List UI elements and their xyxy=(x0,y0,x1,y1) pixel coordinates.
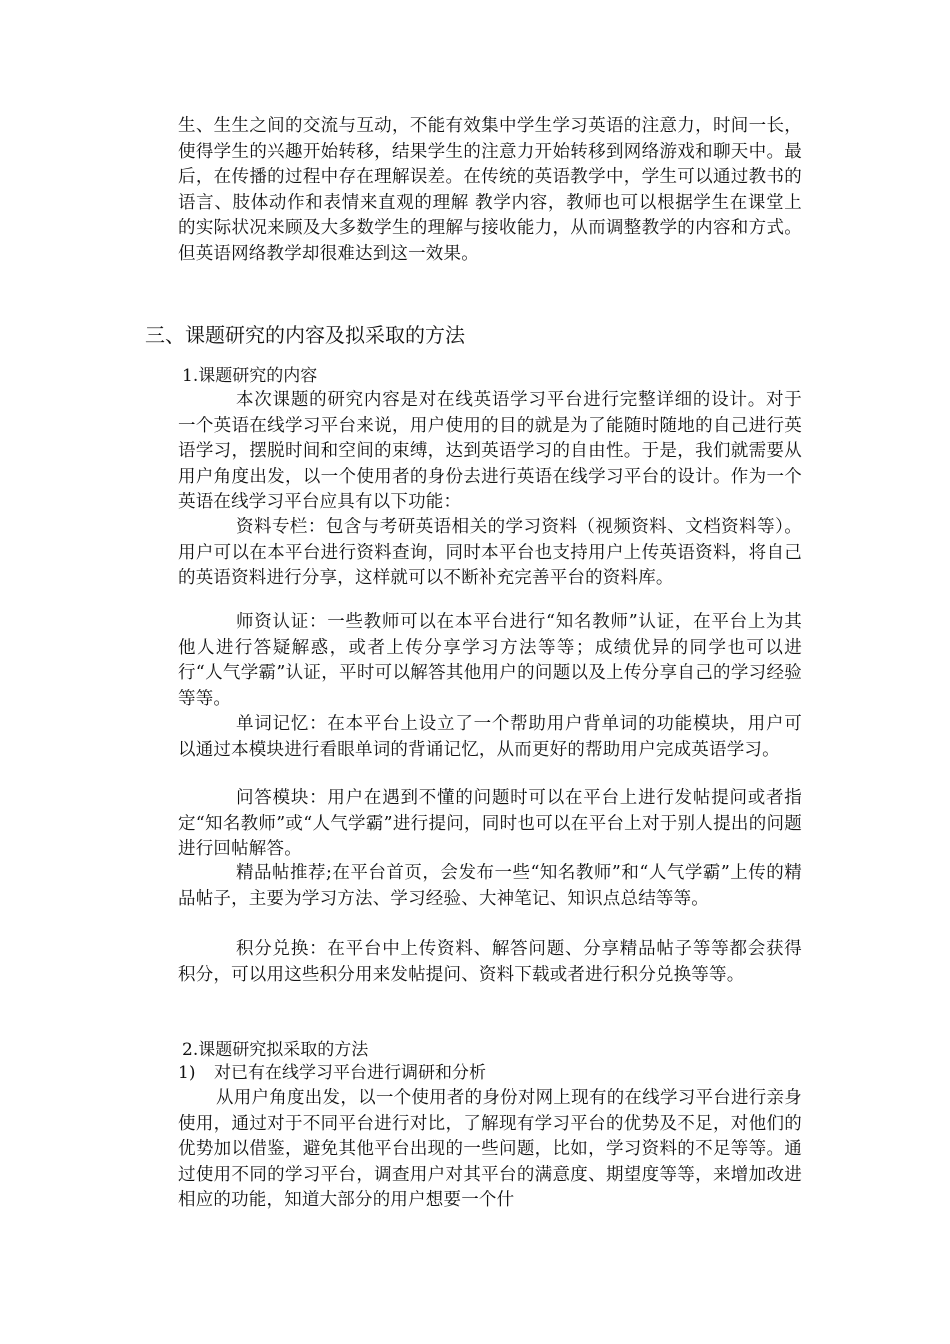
feature-paragraph-points: 积分兑换：在平台中上传资料、解答问题、分享精品帖子等等都会获得积分，可以用这些积分用来发帖提问、资料下载或者进行积分兑换等等。 xyxy=(178,939,802,985)
subsection-title-methods: 2.课题研究拟采取的方法 xyxy=(182,1040,369,1060)
method-paragraph: 从用户角度出发，以一个使用者的身份对网上现有的在线学习平台进行亲身使用，通过对于不同平台进行对比，了解现有学习平台的优势及不足，对他们的优势加以借鉴，避免其他平台出现的一些问题，比如，学习资料的不足等等。通过使用不同的学习平台，调查用户对其平台的满意度、期望度等等，来增加改进相应的功能，知道大部分的用户想要一个什 xyxy=(178,1088,802,1211)
feature-paragraph-qa: 问答模块：用户在遇到不懂的问题时可以在平台上进行发帖提问或者指定“知名教师”或“人气学霸”进行提问，同时也可以在平台上对于别人提出的问题进行回帖解答。 xyxy=(178,788,802,860)
feature-paragraph-teacher-certification: 师资认证：一些教师可以在本平台进行“知名教师”认证，在平台上为其他人进行答疑解惑，或者上传分享学习方法等等；成绩优异的同学也可以进行“人气学霸”认证，平时可以解答其他用户的问题以及上传分享自己的学习经验等等。 xyxy=(178,612,802,709)
section-heading: 三、课题研究的内容及拟采取的方法 xyxy=(145,323,465,347)
method-item-number: 1) xyxy=(178,1063,196,1083)
content-paragraph-intro: 本次课题的研究内容是对在线英语学习平台进行完整详细的设计。对于一个英语在线学习平台来说，用户使用的目的就是为了能随时随地的自己进行英语学习，摆脱时间和空间的束缚，达到英语学习的自由性。于是，我们就需要从用户角度出发，以一个使用者的身份去进行英语在线学习平台的设计。作为一个英语在线学习平台应具有以下功能： xyxy=(178,390,802,513)
feature-paragraph-word-memory: 单词记忆：在本平台上设立了一个帮助用户背单词的功能模块，用户可以通过本模块进行看眼单词的背诵记忆，从而更好的帮助用户完成英语学习。 xyxy=(178,714,802,760)
method-item-heading xyxy=(178,1061,486,1085)
feature-paragraph-materials: 资料专栏：包含与考研英语相关的学习资料（视频资料、文档资料等）。用户可以在本平台进行资料查询，同时本平台也支持用户上传英语资料，将自己的英语资料进行分享，这样就可以不断补充完善平台的资料库。 xyxy=(178,517,802,589)
intro-paragraph: 生、生生之间的交流与互动，不能有效集中学生学习英语的注意力，时间一长，使得学生的兴趣开始转移，结果学生的注意力开始转移到网络游戏和聊天中。最后，在传播的过程中存在理解误差。在传统的英语教学中，学生可以通过教书的语言、肢体动作和表情来直观的理解 教学内容，教师也可以根据学生在课堂上的实际状况来顾及大多数学生的理解与接收能力，从而调整教学的内容和方式。但英语网络教学却很难达到这一效果。 xyxy=(178,116,802,264)
feature-paragraph-featured-posts: 精品帖推荐;在平台首页，会发布一些“知名教师”和“人气学霸”上传的精品帖子，主要为学习方法、学习经验、大神笔记、知识点总结等等。 xyxy=(178,863,802,909)
method-item-title: 对已有在线学习平台进行调研和分析 xyxy=(214,1063,486,1083)
subsection-title-content: 1.课题研究的内容 xyxy=(182,366,318,386)
